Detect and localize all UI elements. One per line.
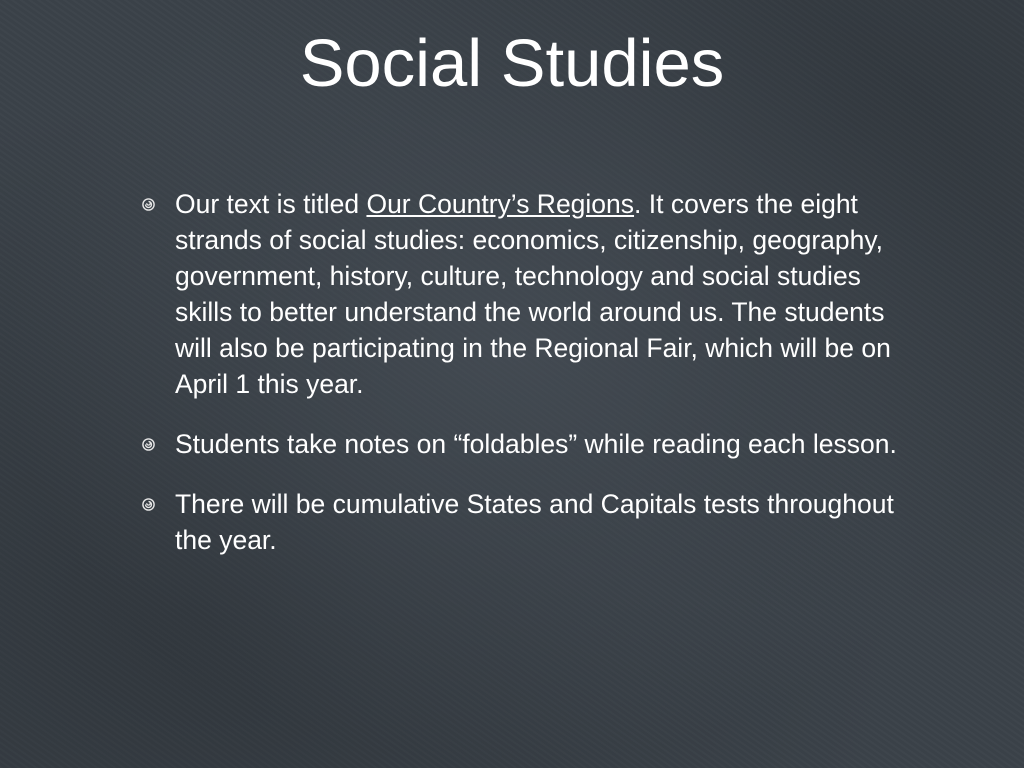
bullet-item-tests — [138, 486, 898, 558]
bullet-text-start: Our text is titled — [175, 189, 367, 219]
spiral-bullet-icon — [142, 438, 155, 451]
textbook-title: Our Country’s Regions — [366, 189, 635, 219]
bullet-item-foldables — [138, 426, 898, 462]
bullet-list — [138, 186, 898, 582]
spiral-bullet-icon — [142, 198, 155, 211]
bullet-text: Students take notes on “foldables” while reading each lesson. — [175, 429, 897, 459]
bullet-item-textbook — [138, 186, 898, 402]
slide-title: Social Studies — [299, 26, 725, 101]
bullet-text-rest: . It covers the eight strands of social studies: economics, citizenship, geography, government, history, culture, technology and social studies skills to better understand the world around us. The students will also be participating in the Regional Fair, which will be on April 1 this year. — [175, 189, 891, 399]
spiral-bullet-icon — [142, 498, 155, 511]
bullet-text: There will be cumulative States and Capitals tests throughout the year. — [175, 489, 894, 555]
